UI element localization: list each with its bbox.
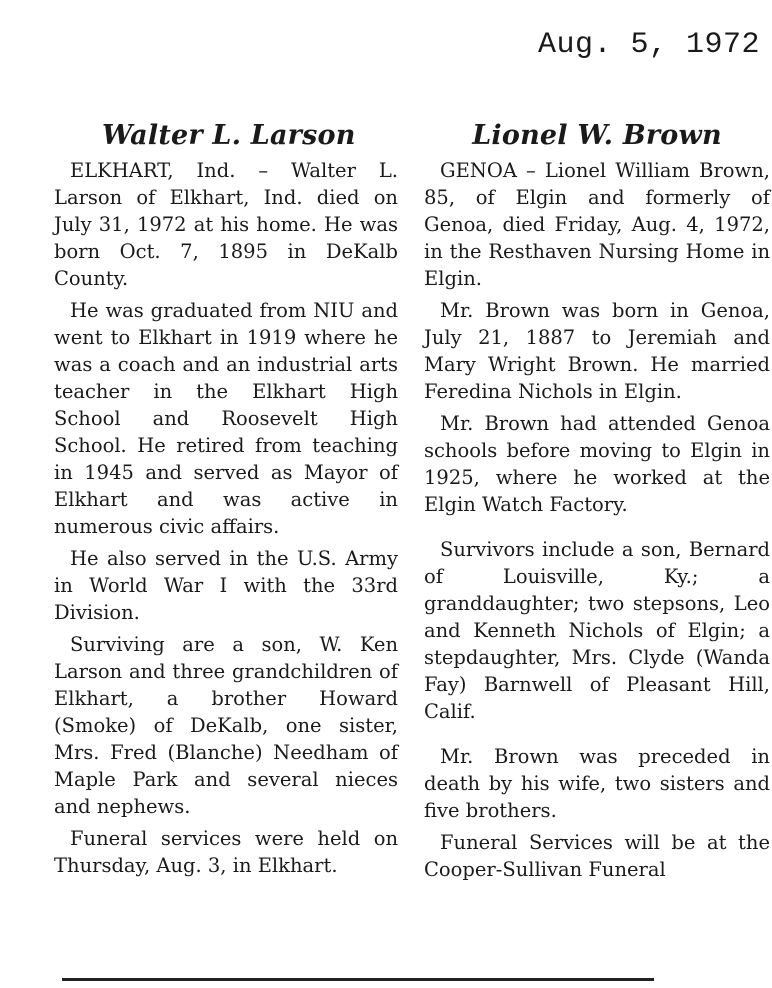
paragraph: Funeral services were held on Thursday, Aug. 3, in Elkhart. [54, 827, 398, 877]
paragraph: He also served in the U.S. Army in World War I with the 33rd Division. [54, 547, 398, 624]
paragraph: ELKHART, Ind. – Walter L. Larson of Elkhart, Ind. died on July 31, 1972 at his home. He was born Oct. 7, 1895 in DeKalb County. [54, 159, 398, 290]
headline-lionel-brown: Lionel W. Brown [472, 120, 722, 151]
paragraph: Surviving are a son, W. Ken Larson and three grandchildren of Elkhart, a brother Howard (Smoke) of DeKalb, one sister, Mrs. Fred (Blanche) Needham of Maple Park and several nieces and nephews. [54, 633, 398, 818]
paragraph: Survivors include a son, Bernard of Louisville, Ky.; a granddaughter; two stepsons, Leo and Kenneth Nichols of Elgin; a stepdaughter, Mrs. Clyde (Wanda Fay) Barnwell of Pleasant Hill, Calif. [424, 538, 770, 723]
bottom-divider [62, 978, 654, 981]
headline-walter-larson: Walter L. Larson [102, 120, 356, 151]
paragraph: Funeral Services will be at the Cooper-Sullivan Funeral [424, 831, 770, 881]
paragraph: Mr. Brown was preceded in death by his wife, two sisters and five brothers. [424, 745, 770, 822]
obituary-walter-larson [54, 120, 398, 884]
paragraph: Mr. Brown was born in Genoa, July 21, 1887 to Jeremiah and Mary Wright Brown. He married Feredina Nichols in Elgin. [424, 299, 770, 403]
paragraph: He was graduated from NIU and went to Elkhart in 1919 where he was a coach and an industrial arts teacher in the Elkhart High School and Roosevelt High School. He retired from teaching in 1945 and served as Mayor of Elkhart and was active in numerous civic affairs. [54, 299, 398, 538]
paragraph: GENOA – Lionel William Brown, 85, of Elgin and formerly of Genoa, died Friday, Aug. 4, 1972, in the Resthaven Nursing Home in Elgin. [424, 159, 770, 290]
date-stamp: Aug. 5, 1972 [537, 28, 760, 62]
obituary-lionel-brown [424, 120, 770, 888]
paragraph: Mr. Brown had attended Genoa schools before moving to Elgin in 1925, where he worked at the Elgin Watch Factory. [424, 412, 770, 516]
